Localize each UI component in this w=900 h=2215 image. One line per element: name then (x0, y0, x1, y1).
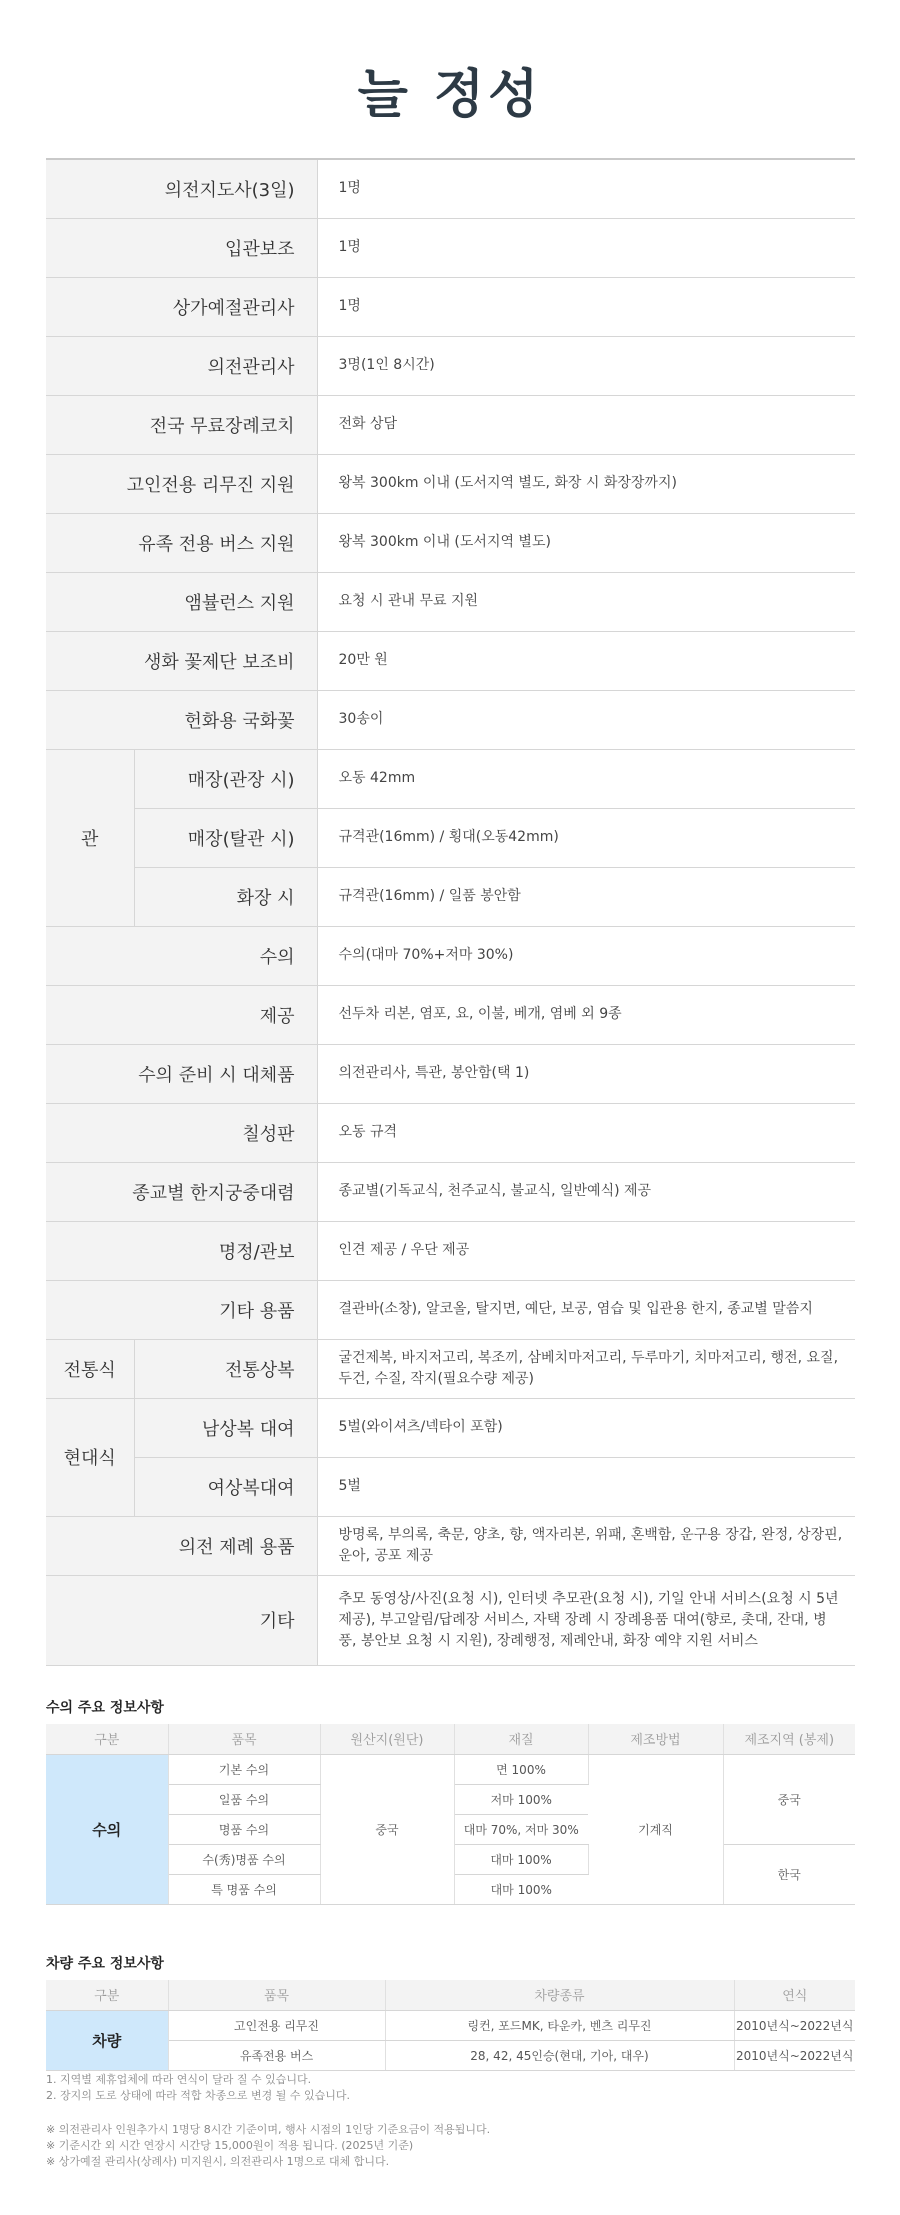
table-row (46, 1221, 855, 1280)
material-cell: 면 100% (454, 1754, 588, 1784)
column-header: 제조방법 (588, 1724, 723, 1754)
table-row (46, 159, 855, 218)
row-value: 인견 제공 / 우단 제공 (317, 1221, 855, 1280)
row-value: 오동 42mm (317, 749, 855, 808)
region-cell: 중국 (723, 1754, 855, 1844)
column-header: 재질 (454, 1724, 588, 1754)
item-cell: 특 명품 수의 (168, 1874, 320, 1904)
row-label: 매장(탈관 시) (134, 808, 317, 867)
group-label-coffin: 관 (46, 749, 134, 926)
row-label: 수의 (46, 926, 317, 985)
table-row (46, 1398, 855, 1457)
group-label-traditional: 전통식 (46, 1339, 134, 1398)
note-line: ※ 상가예절 관리사(상례사) 미지원시, 의전관리사 1명으로 대체 합니다. (46, 2155, 390, 2168)
row-label: 여상복대여 (134, 1457, 317, 1516)
vehicle-type-cell: 링컨, 포드MK, 타운카, 벤츠 리무진 (385, 2010, 734, 2040)
table-row (46, 572, 855, 631)
table-row (46, 1457, 855, 1516)
row-label: 칠성판 (46, 1103, 317, 1162)
table-row (46, 1280, 855, 1339)
starred-notes (46, 2122, 490, 2170)
row-label: 제공 (46, 985, 317, 1044)
item-cell: 유족전용 버스 (168, 2040, 385, 2070)
row-value: 의전관리사, 특관, 봉안함(택 1) (317, 1044, 855, 1103)
material-cell: 대마 100% (454, 1874, 588, 1904)
material-cell: 저마 100% (454, 1784, 588, 1814)
column-header: 품목 (168, 1724, 320, 1754)
row-value: 20만 원 (317, 631, 855, 690)
row-value: 규격관(16mm) / 일품 봉안함 (317, 867, 855, 926)
table-row (46, 395, 855, 454)
note-line: 2. 장지의 도로 상태에 따라 적합 차종으로 변경 될 수 있습니다. (46, 2089, 350, 2102)
row-label: 전통상복 (134, 1339, 317, 1398)
column-header: 품목 (168, 1980, 385, 2010)
item-cell: 고인전용 리무진 (168, 2010, 385, 2040)
row-value: 왕복 300km 이내 (도서지역 별도) (317, 513, 855, 572)
row-value: 결관바(소창), 알코올, 탈지면, 예단, 보공, 염습 및 입관용 한지, 종교별 말씀지 (317, 1280, 855, 1339)
row-label: 생화 꽃제단 보조비 (46, 631, 317, 690)
item-cell: 수(秀)명품 수의 (168, 1844, 320, 1874)
table-row (46, 218, 855, 277)
category-cell: 수의 (46, 1754, 168, 1904)
row-value: 수의(대마 70%+저마 30%) (317, 926, 855, 985)
row-label: 고인전용 리무진 지원 (46, 454, 317, 513)
row-value: 선두차 리본, 염포, 요, 이불, 베개, 염베 외 9종 (317, 985, 855, 1044)
row-label: 앰뷸런스 지원 (46, 572, 317, 631)
table-row (46, 749, 855, 808)
group-label-modern: 현대식 (46, 1398, 134, 1516)
row-value: 굴건제복, 바지저고리, 복조끼, 삼베치마저고리, 두루마기, 치마저고리, 행전, 요질, 두건, 수질, 작지(필요수량 제공) (317, 1339, 855, 1398)
funeral-service-table (46, 158, 855, 1666)
table-row (46, 867, 855, 926)
row-label: 매장(관장 시) (134, 749, 317, 808)
row-label: 기타 용품 (46, 1280, 317, 1339)
row-label: 기타 (46, 1575, 317, 1665)
column-header: 차량종류 (385, 1980, 734, 2010)
row-value: 규격관(16mm) / 횡대(오동42mm) (317, 808, 855, 867)
row-value: 종교별(기독교식, 천주교식, 불교식, 일반예식) 제공 (317, 1162, 855, 1221)
table-row (46, 1103, 855, 1162)
row-value: 왕복 300km 이내 (도서지역 별도, 화장 시 화장장까지) (317, 454, 855, 513)
row-label: 의전관리사 (46, 336, 317, 395)
material-cell: 대마 70%, 저마 30% (454, 1814, 588, 1844)
table-row (46, 2010, 855, 2040)
table-row (46, 1516, 855, 1575)
column-header: 연식 (734, 1980, 855, 2010)
row-value: 1명 (317, 218, 855, 277)
table-row (46, 1162, 855, 1221)
row-label: 의전 제례 용품 (46, 1516, 317, 1575)
table-row (46, 1575, 855, 1665)
column-header: 구분 (46, 1980, 168, 2010)
table-row (46, 1044, 855, 1103)
region-cell: 한국 (723, 1844, 855, 1904)
vehicle-info-table (46, 1980, 855, 2071)
row-value: 추모 동영상/사진(요청 시), 인터넷 추모관(요청 시), 기일 안내 서비스(요청 시 5년 제공), 부고알림/답례장 서비스, 자택 장례 시 장례용품 대여(향로, 촛대, 잔대, 병풍, 봉안보 요청 시 지원), 장례행정, 제례안내, 화장 예약 지원 서비스 (317, 1575, 855, 1665)
shroud-info-table (46, 1724, 855, 1905)
row-label: 종교별 한지궁중대렴 (46, 1162, 317, 1221)
row-value: 3명(1인 8시간) (317, 336, 855, 395)
vehicle-type-cell: 28, 42, 45인승(현대, 기아, 대우) (385, 2040, 734, 2070)
table-row (46, 277, 855, 336)
row-value: 요청 시 관내 무료 지원 (317, 572, 855, 631)
row-value: 1명 (317, 277, 855, 336)
table-row (46, 926, 855, 985)
numbered-notes (46, 2072, 350, 2104)
row-label: 의전지도사(3일) (46, 159, 317, 218)
page-title: 늘 정성 (357, 65, 543, 125)
item-cell: 명품 수의 (168, 1814, 320, 1844)
row-value: 방명록, 부의록, 축문, 양초, 향, 액자리본, 위패, 혼백함, 운구용 장갑, 완정, 상장핀, 운아, 공포 제공 (317, 1516, 855, 1575)
item-cell: 기본 수의 (168, 1754, 320, 1784)
row-value: 5벌 (317, 1457, 855, 1516)
table-row (46, 985, 855, 1044)
column-header: 원산지(원단) (320, 1724, 454, 1754)
note-line: ※ 기준시간 외 시간 연장시 시간당 15,000원이 적용 됩니다. (2025년 기준) (46, 2139, 414, 2152)
table-row (46, 690, 855, 749)
year-cell: 2010년식~2022년식 (734, 2040, 855, 2070)
row-label: 헌화용 국화꽃 (46, 690, 317, 749)
row-label: 입관보조 (46, 218, 317, 277)
shroud-section-title: 수의 주요 정보사항 (46, 1700, 164, 1716)
table-row (46, 808, 855, 867)
row-value: 30송이 (317, 690, 855, 749)
table-row (46, 454, 855, 513)
row-value: 1명 (317, 159, 855, 218)
row-value: 오동 규격 (317, 1103, 855, 1162)
row-label: 명정/관보 (46, 1221, 317, 1280)
vehicle-section-title: 차량 주요 정보사항 (46, 1956, 164, 1972)
table-row (46, 513, 855, 572)
note-line: ※ 의전관리사 인원추가시 1명당 8시간 기준이며, 행사 시점의 1인당 기준요금이 적용됩니다. (46, 2123, 491, 2136)
table-row (46, 1754, 855, 1784)
column-header: 구분 (46, 1724, 168, 1754)
table-row (46, 631, 855, 690)
category-cell: 차량 (46, 2010, 168, 2070)
row-label: 수의 준비 시 대체품 (46, 1044, 317, 1103)
note-line: 1. 지역별 제휴업체에 따라 연식이 달라 질 수 있습니다. (46, 2073, 312, 2086)
row-label: 유족 전용 버스 지원 (46, 513, 317, 572)
row-label: 남상복 대여 (134, 1398, 317, 1457)
table-row (46, 336, 855, 395)
row-label: 상가예절관리사 (46, 277, 317, 336)
row-value: 전화 상담 (317, 395, 855, 454)
row-label: 전국 무료장례코치 (46, 395, 317, 454)
table-row (46, 1339, 855, 1398)
item-cell: 일품 수의 (168, 1784, 320, 1814)
table-row (46, 2040, 855, 2070)
row-label: 화장 시 (134, 867, 317, 926)
material-cell: 대마 100% (454, 1844, 588, 1874)
method-cell: 기계직 (588, 1754, 723, 1904)
column-header: 제조지역 (봉제) (723, 1724, 855, 1754)
row-value: 5벌(와이셔츠/넥타이 포함) (317, 1398, 855, 1457)
origin-cell: 중국 (320, 1754, 454, 1904)
year-cell: 2010년식~2022년식 (734, 2010, 855, 2040)
